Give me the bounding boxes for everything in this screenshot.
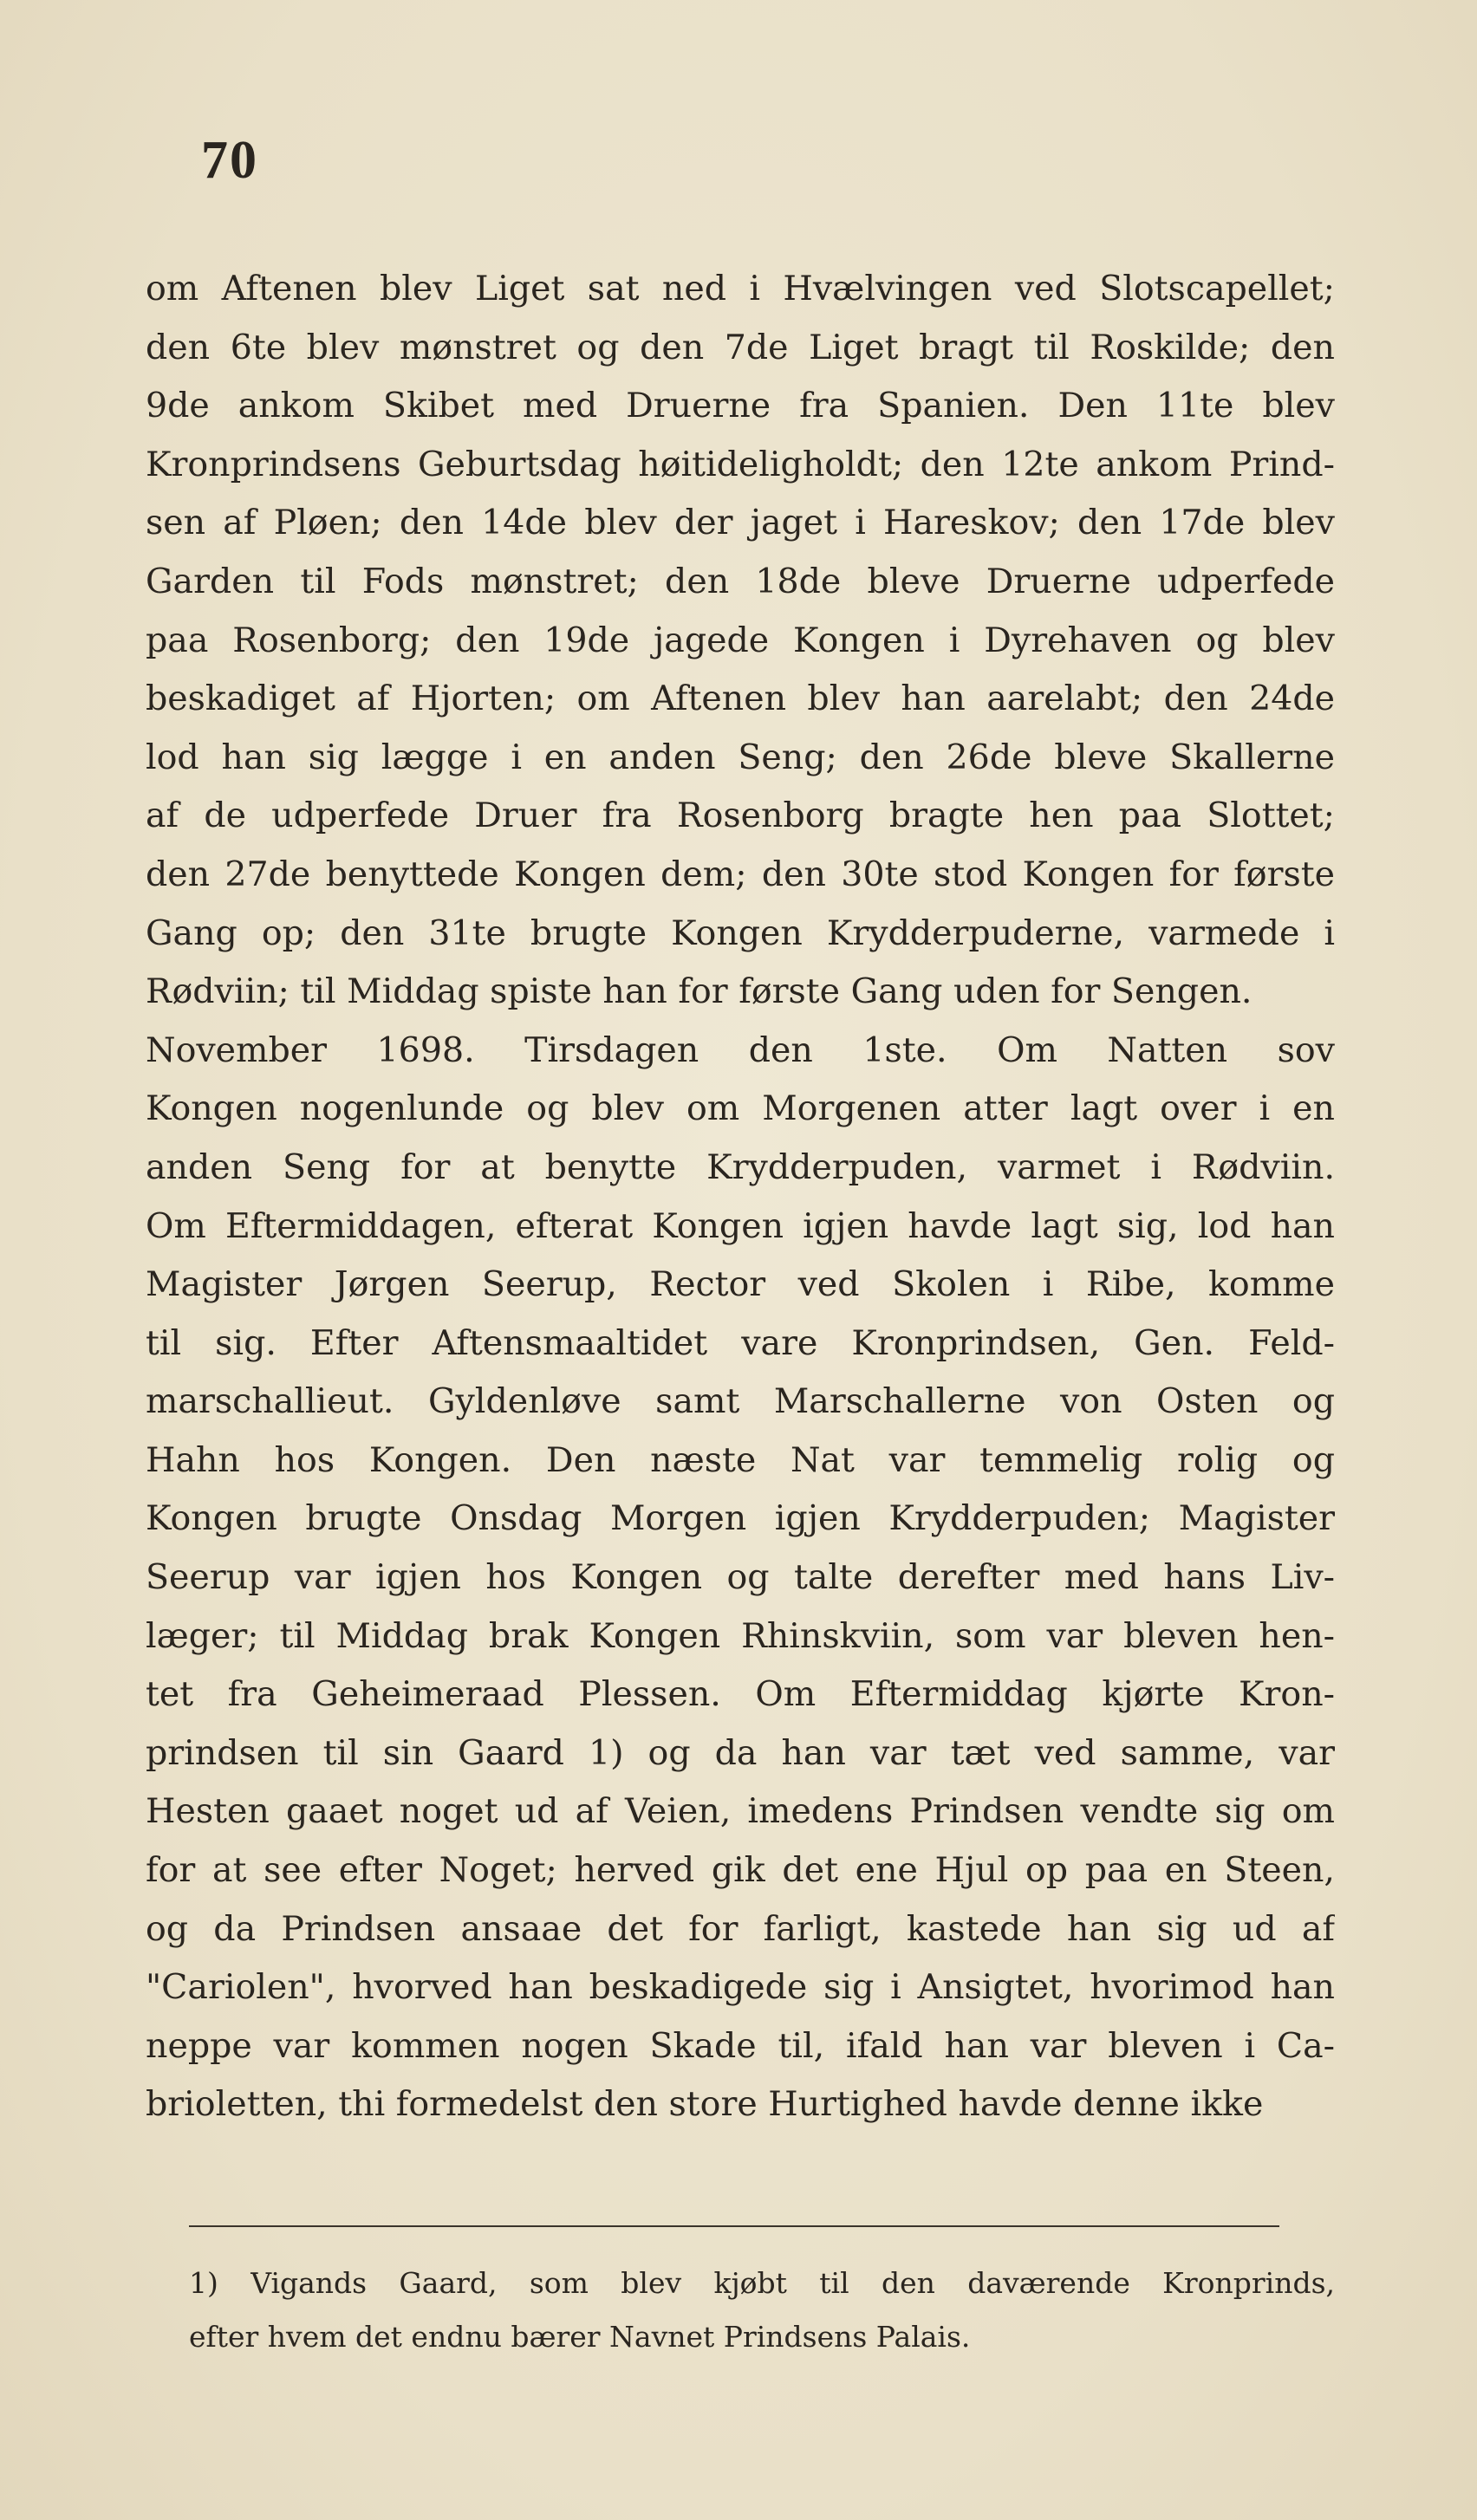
- text-line: lod han sig lægge i en anden Seng; den 26de bleve Skallerne: [146, 737, 1335, 777]
- text-line: anden Seng for at benytte Krydderpuden, varmet i Rødviin.: [146, 1146, 1335, 1187]
- text-line: Garden til Fods mønstret; den 18de bleve Druerne udperfede: [146, 561, 1335, 601]
- footnote: [189, 2257, 1335, 2364]
- text-line: paa Rosenborg; den 19de jagede Kongen i Dyrehaven og blev: [146, 620, 1335, 660]
- text-line: læger; til Middag brak Kongen Rhinskviin, som var bleven hen-: [146, 1615, 1335, 1656]
- text-line: Kongen brugte Onsdag Morgen igjen Krydderpuden; Magister: [146, 1498, 1335, 1539]
- text-line: om Aftenen blev Liget sat ned i Hvælvingen ved Slotscapellet;: [146, 269, 1335, 309]
- footnote-line: efter hvem det endnu bærer Navnet Prindsens Palais.: [189, 2320, 971, 2354]
- page-number: 70: [201, 131, 258, 190]
- footnote-divider: [189, 2225, 1279, 2227]
- text-line: for at see efter Noget; herved gik det ene Hjul op paa en Steen,: [146, 1850, 1335, 1891]
- text-line: Rødviin; til Middag spiste han for første Gang uden for Sengen.: [146, 971, 1253, 1012]
- text-line: den 6te blev mønstret og den 7de Liget bragt til Roskilde; den: [146, 327, 1335, 367]
- text-line: Kronprindsens Geburtsdag høitideligholdt; den 12te ankom Prind-: [146, 444, 1335, 484]
- text-line: sen af Pløen; den 14de blev der jaget i Hareskov; den 17de blev: [146, 503, 1335, 543]
- text-line: Gang op; den 31te brugte Kongen Krydderpuderne, varmede i: [146, 913, 1335, 953]
- text-line: af de udperfede Druer fra Rosenborg bragte hen paa Slottet;: [146, 796, 1335, 836]
- text-line: Magister Jørgen Seerup, Rector ved Skolen i Ribe, komme: [146, 1264, 1335, 1305]
- text-line: 9de ankom Skibet med Druerne fra Spanien. Den 11te blev: [146, 386, 1335, 426]
- text-line: beskadiget af Hjorten; om Aftenen blev han aarelabt; den 24de: [146, 679, 1335, 719]
- text-line: "Cariolen", hvorved han beskadigede sig i Ansigtet, hvorimod han: [146, 1967, 1335, 2008]
- text-line: og da Prindsen ansaae det for farligt, kastede han sig ud af: [146, 1908, 1335, 1949]
- text-line: Hesten gaaet noget ud af Veien, imedens Prindsen vendte sig om: [146, 1791, 1335, 1832]
- text-line: November 1698. Tirsdagen den 1ste. Om Natten sov: [146, 1029, 1335, 1070]
- text-line: tet fra Geheimeraad Plessen. Om Eftermiddag kjørte Kron-: [146, 1674, 1335, 1715]
- text-line: brioletten, thi formedelst den store Hurtighed havde denne ikke: [146, 2084, 1264, 2125]
- text-line: til sig. Efter Aftensmaaltidet vare Kronprindsen, Gen. Feld-: [146, 1322, 1335, 1363]
- text-line: den 27de benyttede Kongen dem; den 30te stod Kongen for første: [146, 854, 1335, 894]
- text-line: Kongen nogenlunde og blev om Morgenen atter lagt over i en: [146, 1088, 1335, 1129]
- body-text: [146, 260, 1335, 2134]
- text-line: prindsen til sin Gaard 1) og da han var tæt ved samme, var: [146, 1732, 1335, 1773]
- text-line: neppe var kommen nogen Skade til, ifald han var bleven i Ca-: [146, 2025, 1335, 2066]
- text-line: Seerup var igjen hos Kongen og talte derefter med hans Liv-: [146, 1557, 1335, 1598]
- text-line: Hahn hos Kongen. Den næste Nat var temmelig rolig og: [146, 1439, 1335, 1480]
- text-line: Om Eftermiddagen, efterat Kongen igjen havde lagt sig, lod han: [146, 1205, 1335, 1246]
- text-line: marschallieut. Gyldenløve samt Marschallerne von Osten og: [146, 1381, 1335, 1422]
- footnote-line: 1) Vigands Gaard, som blev kjøbt til den daværende Kronprinds,: [189, 2266, 1335, 2300]
